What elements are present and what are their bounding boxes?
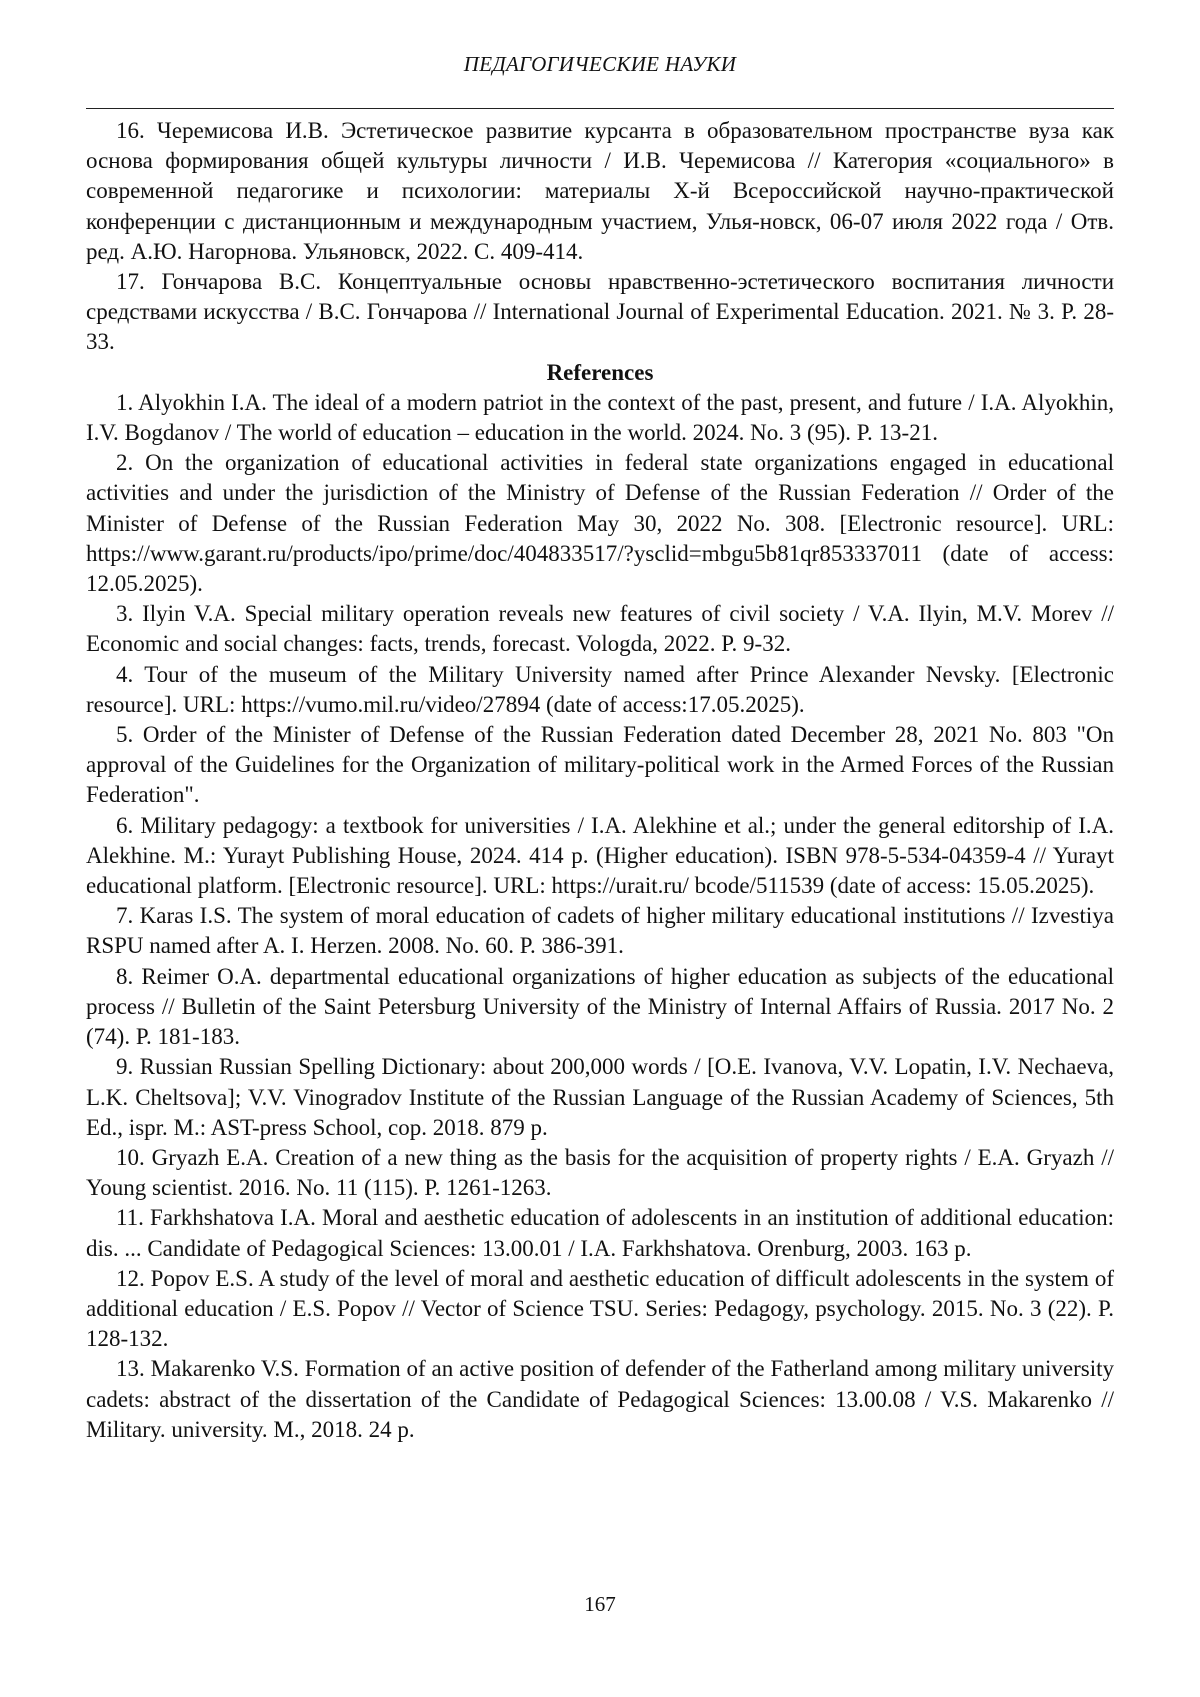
reference-item-7: 7. Karas I.S. The system of moral education of cadets of higher military educational institutions // Izvestiya RSPU named after A. I. Herzen. 2008. No. 60. P. 386-391. (86, 903, 1114, 959)
reference-item-ru-17: 17. Гончарова В.С. Концептуальные основы нравственно-эстетического воспитания личности средствами искусства / В.С. Гончарова // International Journal of Experimental Education. 2021. № 3. P. 28-33. (86, 269, 1114, 355)
reference-item-1: 1. Alyokhin I.A. The ideal of a modern patriot in the context of the past, present, and future / I.A. Alyokhin, I.V. Bogdanov / The world of education – education in the world. 2024. No. 3 (95). P. 13-21. (86, 389, 1114, 446)
reference-item-11: 11. Farkhshatova I.A. Moral and aesthetic education of adolescents in an institution of additional education: dis. ... Candidate of Pedagogical Sciences: 13.00.01 / I.A. Farkhshatova. Orenburg, 2003. 163 p. (86, 1205, 1114, 1261)
reference-item-12: 12. Popov E.S. A study of the level of moral and aesthetic education of difficult adolescents in the system of additional education / E.S. Popov // Vector of Science TSU. Series: Pedagogy, psychology. 2015. No. 3 (22). P. 128-132. (86, 1265, 1114, 1352)
header-rule (86, 108, 1114, 109)
page-number: 167 (584, 1592, 616, 1616)
reference-item-6: 6. Military pedagogy: a textbook for universities / I.A. Alekhine et al.; under the general editorship of I.A. Alekhine. M.: Yurayt Publishing House, 2024. 414 p. (Higher education). ISBN 978-5-534-04359-4 // Yurayt educational platform. [Electronic resource]. URL: https://urait.ru/ bcode/511539 (date of access: 15.05.2025). (86, 812, 1114, 899)
reference-item-8: 8. Reimer O.A. departmental educational organizations of higher education as subjects of the educational process // Bulletin of the Saint Petersburg University of the Ministry of Internal Affairs of Russia. 2017 No. 2 (74). P. 181-183. (86, 963, 1114, 1050)
reference-item-10: 10. Gryazh E.A. Creation of a new thing as the basis for the acquisition of property rights / E.A. Gryazh // Young scientist. 2016. No. 11 (115). P. 1261-1263. (86, 1144, 1114, 1201)
page-body (86, 116, 1114, 1445)
running-header: ПЕДАГОГИЧЕСКИЕ НАУКИ (463, 52, 737, 76)
reference-item-9: 9. Russian Russian Spelling Dictionary: about 200,000 words / [O.E. Ivanova, V.V. Lopatin, I.V. Nechaeva, L.K. Cheltsova]; V.V. Vinogradov Institute of the Russian Language of the Russian Academy of Sciences, 5th Ed., ispr. M.: AST-press School, cop. 2018. 879 p. (86, 1054, 1114, 1140)
reference-item-3: 3. Ilyin V.A. Special military operation reveals new features of civil society / V.A. Ilyin, M.V. Morev // Economic and social changes: facts, trends, forecast. Vologda, 2022. P. 9-32. (86, 601, 1114, 657)
references-heading: References (546, 359, 654, 385)
reference-item-5: 5. Order of the Minister of Defense of the Russian Federation dated December 28, 2021 No. 803 "On approval of the Guidelines for the Organization of military-political work in the Armed Forces of the Russian Federation". (86, 722, 1114, 808)
english-references-list (86, 388, 1114, 1445)
reference-item-4: 4. Tour of the museum of the Military University named after Prince Alexander Nevsky. [Electronic resource]. URL: https://vumo.mil.ru/video/27894 (date of access:17.05.2025). (86, 661, 1114, 717)
russian-references-list (86, 116, 1114, 358)
reference-item-13: 13. Makarenko V.S. Formation of an active position of defender of the Fatherland among military university cadets: abstract of the dissertation of the Candidate of Pedagogical Sciences: 13.00.08 / V.S. Makarenko // Military. university. M., 2018. 24 p. (86, 1356, 1114, 1442)
reference-item-2: 2. On the organization of educational activities in federal state organizations engaged in educational activities and under the jurisdiction of the Ministry of Defense of the Russian Federation // Order of the Minister of Defense of the Russian Federation May 30, 2022 No. 308. [Electronic resource]. URL: https://www.garant.ru/products/ipo/prime/doc/404833517/?ysclid=mbgu5b81qr853337011 (date of access: 12.05.2025). (86, 450, 1114, 597)
reference-item-ru-16: 16. Черемисова И.В. Эстетическое развитие курсанта в образовательном пространстве вуза как основа формирования общей культуры личности / И.В. Черемисова // Категория «социального» в современной педагогике и психологии: материалы X-й Всероссийской научно-практической конференции с дистанционным и международным участием, Улья-новск, 06-07 июля 2022 года / Отв. ред. А.Ю. Нагорнова. Ульяновск, 2022. С. 409-414. (86, 118, 1114, 264)
